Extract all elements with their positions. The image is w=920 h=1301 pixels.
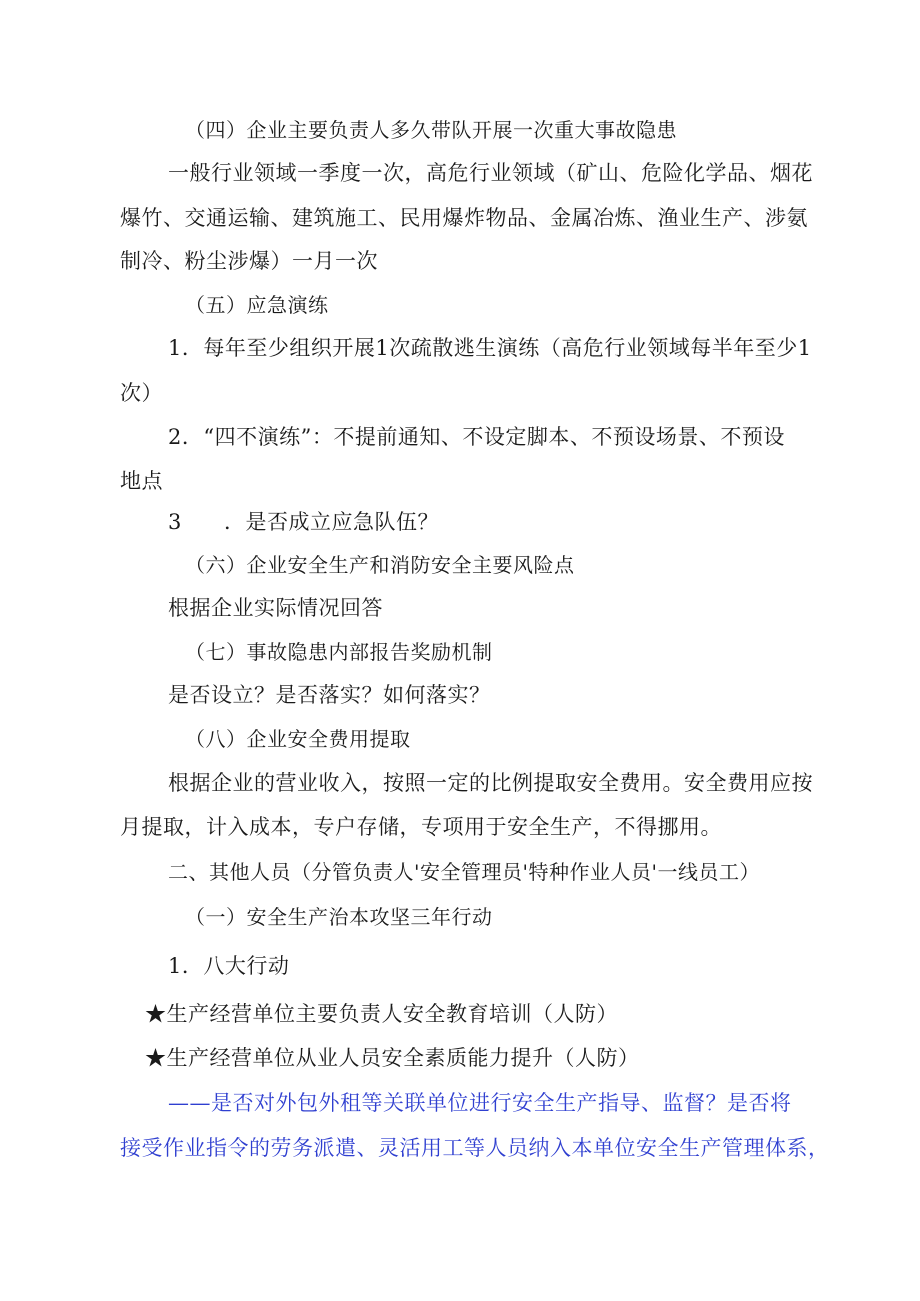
paragraph-line: 根据企业实际情况回答 (168, 596, 383, 620)
paragraph-line: 月提取，计入成本，专户存储，专项用于安全生产，不得挪用。 (120, 815, 722, 839)
star-item: ★生产经营单位从业人员安全素质能力提升（人防） (145, 1046, 640, 1070)
list-item-1-line: 1．每年至少组织开展1次疏散逃生演练（高危行业领域每半年至少1 (168, 336, 812, 360)
list-item-2-line: 2．“四不演练”：不提前通知、不设定脚本、不预设场景、不预设 (168, 425, 785, 449)
list-item-number: 3 (168, 510, 182, 534)
highlighted-line: 接受作业指令的劳务派遣、灵活用工等人员纳入本单位安全生产管理体系， (120, 1136, 830, 1160)
paragraph-line: 是否设立？是否落实？如何落实？ (168, 683, 491, 707)
paragraph-line: 根据企业的营业收入，按照一定的比例提取安全费用。安全费用应按 (168, 771, 813, 795)
list-item-3 (168, 500, 439, 545)
section-heading-4: （四）企业主要负责人多久带队开展一次重大事故隐患 (185, 118, 677, 142)
paragraph-line: 制冷、粉尘涉爆）一月一次 (120, 249, 378, 273)
highlighted-line: ——是否对外包外租等关联单位进行安全生产指导、监督？是否将 (168, 1091, 792, 1115)
list-item-1-line: 次） (120, 381, 163, 405)
list-item-text: ．是否成立应急队伍？ (224, 510, 439, 534)
section-heading-7: （七）事故隐患内部报告奖励机制 (185, 640, 493, 664)
section-heading-2: 二、其他人员（分管负责人'安全管理员'特种作业人员'一线员工） (168, 860, 760, 884)
list-item-2-line: 地点 (120, 469, 163, 493)
section-heading-5: （五）应急演练 (185, 293, 329, 317)
star-item: ★生产经营单位主要负责人安全教育培训（人防） (145, 1002, 618, 1026)
section-heading-8: （八）企业安全费用提取 (185, 727, 411, 751)
paragraph-line: 爆竹、交通运输、建筑施工、民用爆炸物品、金属冶炼、渔业生产、涉氨 (120, 206, 808, 230)
paragraph-line: 一般行业领域一季度一次，高危行业领域（矿山、危险化学品、烟花 (168, 161, 813, 185)
list-item-1: 1．八大行动 (168, 954, 290, 978)
subsection-heading-1: （一）安全生产治本攻坚三年行动 (185, 905, 493, 929)
section-heading-6: （六）企业安全生产和消防安全主要风险点 (185, 553, 575, 577)
